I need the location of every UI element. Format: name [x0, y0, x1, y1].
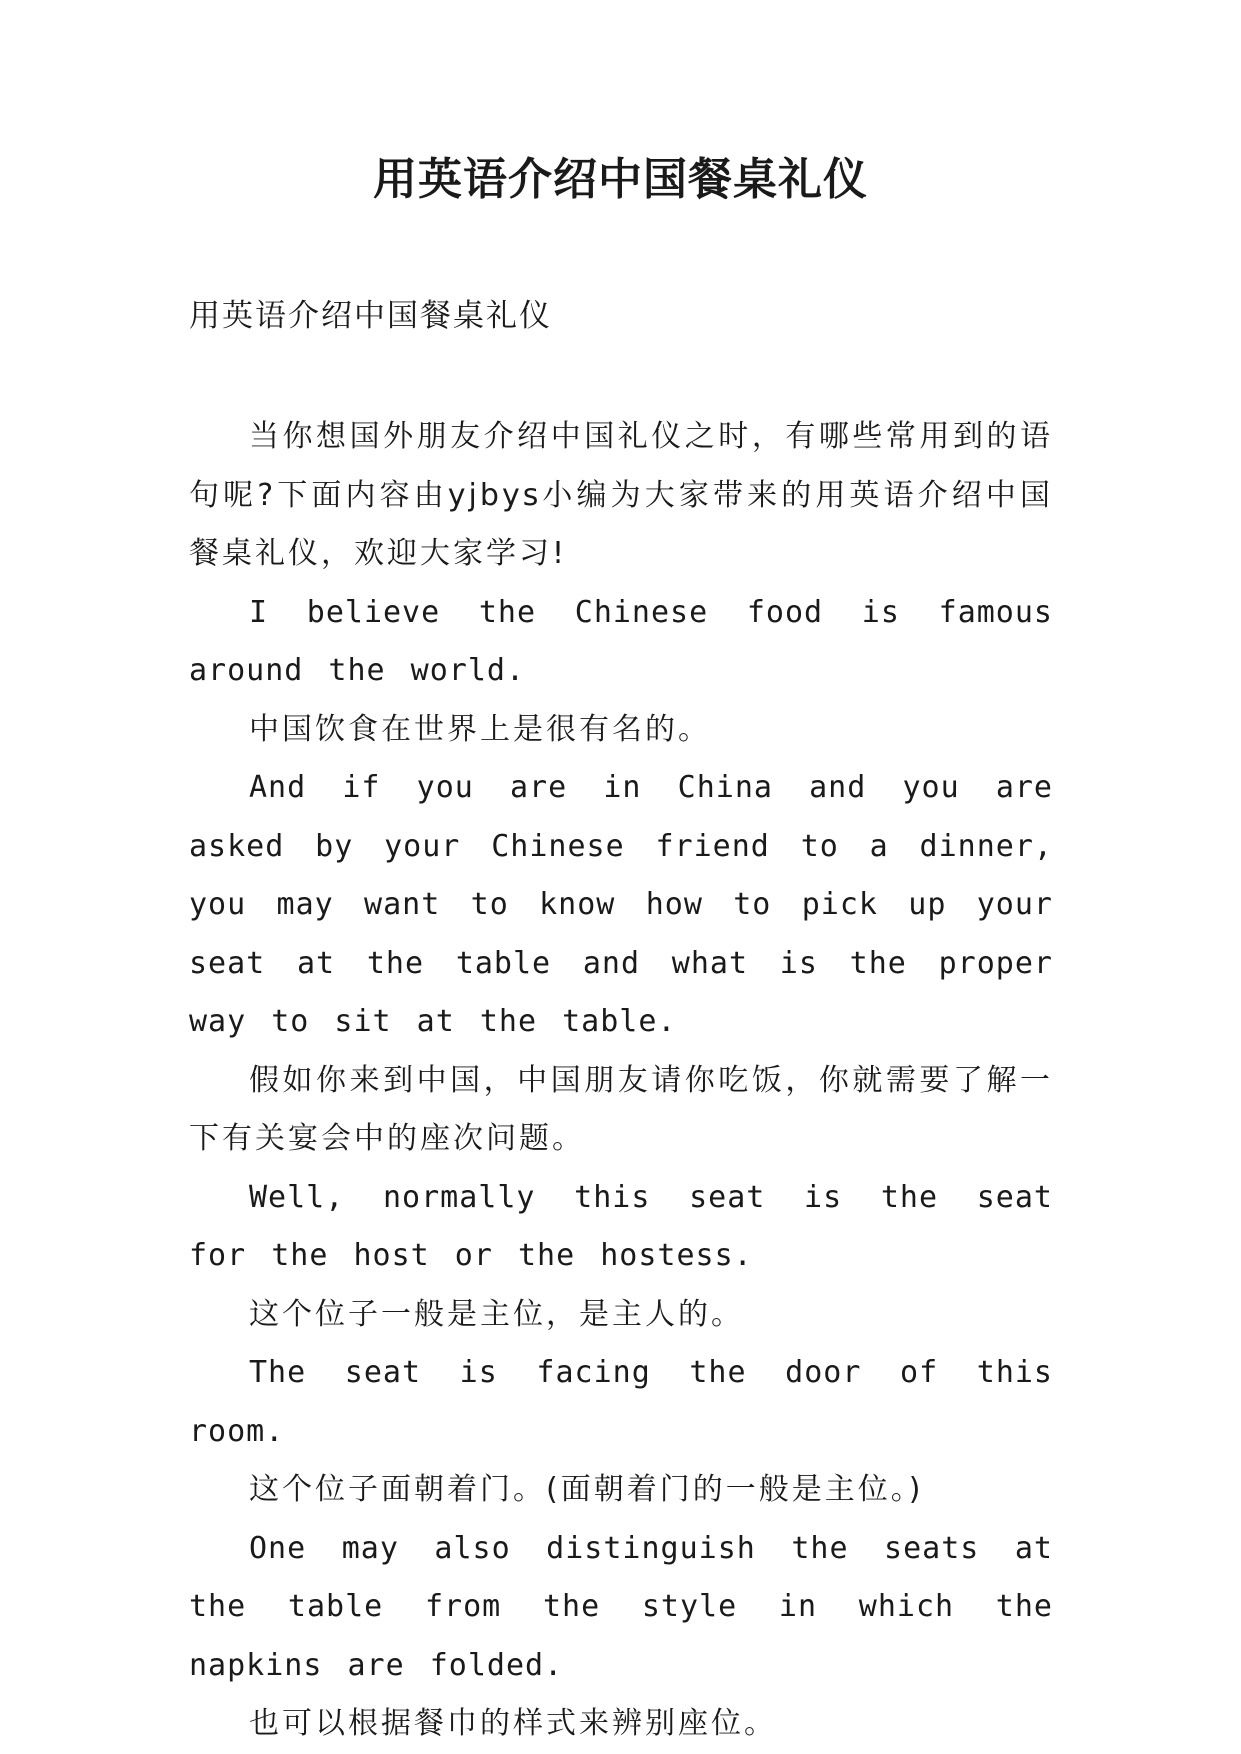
paragraph: 中国饮食在世界上是很有名的。	[249, 711, 711, 747]
paragraph: 这个位子面朝着门。(面朝着门的一般是主位。)	[249, 1472, 924, 1507]
document-title: 用英语介绍中国餐桌礼仪	[373, 154, 868, 205]
paragraph: 当你想国外朋友介绍中国礼仪之时，有哪些常用到的语句呢?下面内容由yjbys小编为大家带来的用英语介绍中国餐桌礼仪，欢迎大家学习!	[189, 419, 1053, 571]
paragraph: 假如你来到中国，中国朋友请你吃饭，你就需要了解一下有关宴会中的座次问题。	[189, 1062, 1053, 1156]
paragraph: 这个位子一般是主位，是主人的。	[249, 1296, 744, 1332]
paragraph: Well, normally this seat is the seat for the host or the hostess.	[189, 1179, 1053, 1273]
document-subtitle: 用英语介绍中国餐桌礼仪	[189, 298, 552, 334]
paragraph: And if you are in China and you are asked by your Chinese friend to a dinner, you may want to know how to pick up your seat at the table and what is the proper way to sit at the table.	[189, 770, 1053, 1039]
document-body	[189, 408, 1053, 1754]
paragraph: I believe the Chinese food is famous around the world.	[189, 594, 1053, 688]
paragraph: One may also distinguish the seats at the table from the style in which the napkins are folded.	[189, 1530, 1053, 1683]
paragraph: The seat is facing the door of this room.	[189, 1355, 1053, 1449]
paragraph: 也可以根据餐巾的样式来辨别座位。	[249, 1706, 777, 1741]
